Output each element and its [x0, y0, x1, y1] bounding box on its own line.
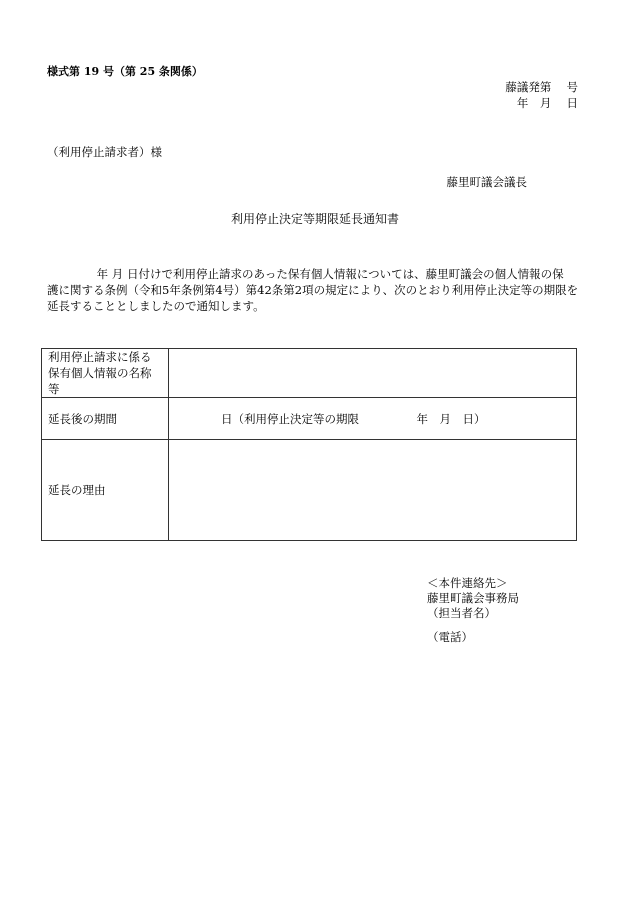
- table-row: [42, 440, 577, 541]
- info-table: [41, 348, 577, 541]
- body-line: 年 月 日付けで利用停止請求のあった保有個人情報については、藤里町議会の個人情報の保: [47, 267, 564, 281]
- document-date: 年 月 日: [516, 96, 578, 110]
- body-line: 護に関する条例（令和5年条例第4号）第42条第2項の規定により、次のとおり利用停止決定等の期限を: [47, 283, 579, 297]
- body-text: [47, 266, 582, 314]
- contact-person: （担当者名）: [427, 606, 496, 620]
- document-title: 利用停止決定等期限延長通知書: [230, 212, 399, 226]
- table-value-period: 日（利用停止決定等の期限 年 月 日）: [169, 398, 577, 440]
- table-label-info-name: 利用停止請求に係る保有個人情報の名称等: [42, 349, 169, 398]
- contact-heading: ＜本件連絡先＞: [427, 576, 508, 590]
- contact-phone: （電話）: [427, 630, 473, 644]
- table-row: [42, 349, 577, 398]
- table-row: [42, 398, 577, 440]
- addressee: （利用停止請求者）様: [47, 145, 162, 159]
- body-line: 延長することとしましたので通知します。: [47, 299, 265, 313]
- document-number: 藤議発第 号: [505, 80, 578, 94]
- table-label-period: 延長後の期間: [42, 398, 169, 440]
- sender: 藤里町議会議長: [446, 175, 527, 189]
- contact-office: 藤里町議会事務局: [427, 591, 519, 605]
- form-number: 様式第 19 号（第 25 条関係）: [47, 65, 203, 78]
- contact-block: [427, 576, 519, 645]
- table-label-reason: 延長の理由: [42, 440, 169, 541]
- table-value-info-name: [169, 349, 577, 398]
- table-value-reason: [169, 440, 577, 541]
